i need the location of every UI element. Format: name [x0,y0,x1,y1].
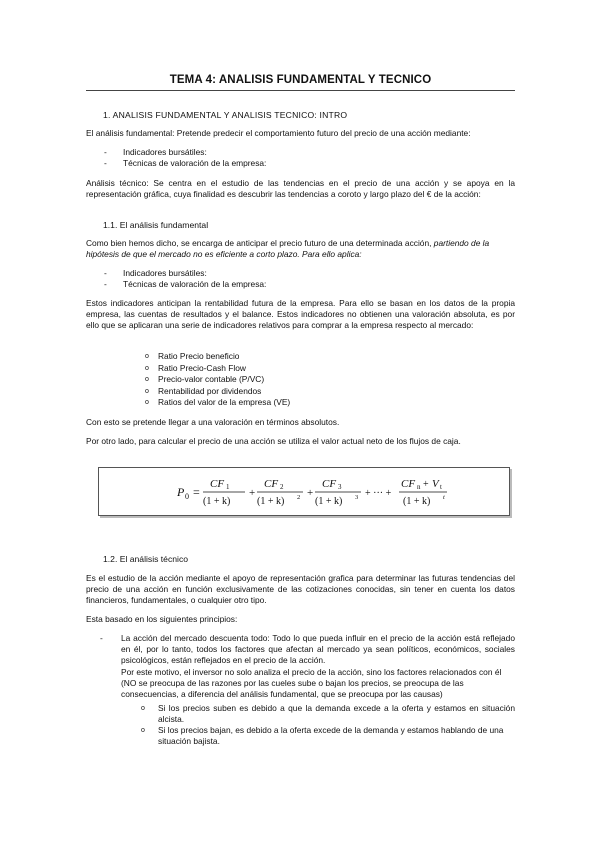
svg-text:CF: CF [401,478,416,490]
section-1-heading: 1. ANALISIS FUNDAMENTAL Y ANALISIS TECNICO: INTRO [103,110,348,120]
svg-text:3: 3 [355,494,359,501]
svg-text:t: t [443,494,445,501]
section-1-1-paragraph-3: Con esto se pretende llegar a una valoración en términos absolutos. [86,417,340,427]
bullet-text: Indicadores bursátiles: [123,268,207,278]
svg-text:3: 3 [338,483,342,491]
section-1-1-heading: 1.1. El análisis fundamental [103,220,209,230]
svg-text:=: = [193,485,200,499]
section-1-1-paragraph-2: Estos indicadores anticipan la rentabilidad futura de la empresa. Para ello se basan en los datos de la propia empresa, las cuentas de resultados y el balance. Estos indicadores no obtienen una valoración absoluta, es por ello que se aplicaran una serie de indicadores relativos para comprar a la empresa respecto al mercado: [86,298,515,331]
svg-text:t: t [440,483,442,491]
principle-continuation: Por este motivo, el inversor no solo analiza el precio de la acción, sino los factores relacionados con él (NO se preocupa de las razones por las cueles sube o bajan los precios, se preocupa de las consecuencias, a diferencia del análisis fundamental, que se preocupa por las causas) [121,666,502,700]
svg-text:2: 2 [297,494,301,501]
svg-text:P: P [177,485,185,499]
svg-text:+: + [307,487,314,499]
svg-text:CF: CF [322,478,337,490]
svg-text:+: + [249,487,256,499]
svg-text:(1 + k): (1 + k) [257,496,285,507]
document-page: TEMA 4: ANALISIS FUNDAMENTAL Y TECNICO 1. ANALISIS FUNDAMENTAL Y ANALISIS TECNICO: INTRO El análisis fundamental: Pretende predecir el comportamiento futuro del precio de una acción mediante: - Indicadores bursátiles: - Técnicas de valoración de la empresa: Análisis técnico: Se centra en el estudio de las tendencias en el precio de una acción y se apoya en la representación gráfica, cuya finalidad es descubrir las tendencias a coroto y largo plazo del € de la acción: 1.1. El análisis fundamental Como bien hemos dicho, se encarga de anticipar el precio futuro de una determinada acción, partiendo de la hipótesis de que el mercado no es eficiente a corto plazo. Para ello aplica: - Indicadores bursátiles: - Técnicas de valoración de la empresa: Estos indicadores anticipan la rentabilidad futura de la empresa. Para ello se basan en los datos de la propia empresa, las cuentas de resultados y el balance. Estos indicadores no obtienen una valoración absoluta, es por ello que se aplicaran una serie de indicadores relativos para comprar a la empresa respecto al mercado: o Ratio Precio beneficio o Ratio Precio-Cash Flow o Precio-valor contable (P/VC) o Rentabilidad por dividendos o Ratios del valor de la empresa (VE) Con esto se pretende llegar a una valoración en términos absolutos. Por otro lado, para calcular el precio de una acción se utiliza el valor actual neto de los flujos de caja. P 0 = CF 1 (1 + k) + CF 2 (1 + k) 2 + CF 3 (1 + k) 3 + ··· + CF n + V t (1 + k) t 1.2. El análisis técnico Es el estudio de la acción mediante el apoyo de representación grafica para determinar las futuras tendencias del precio de una acción en función exclusivamente de las cotizaciones conocidas, sin tener en cuenta los datos financieros, fundamentales, o cualquier otro tipo. Esta basado en los siguientes principios: - La acción del mercado descuenta todo: Todo lo que pueda influir en el precio de la acción está reflejado en él, por lo tanto, todos los factores que afectan al mercado ya sean políticos, económicos, sociales psicológicos, están reflejados en el precio de la acción. Por este motivo, el inversor no solo analiza el precio de la acción, sino los factores relacionados con él (NO se preocupa de las razones por las cueles sube o bajan los precios, se preocupa de las consecuencias, a diferencia del análisis fundamental, que se preocupa por las causas) o Si los precios suben es debido a que la demanda excede a la oferta y estamos en situación alcista. o Si los precios bajan, es debido a la oferta excede de la demanda y estamos hablando de una situación bajista. [86,74,515,747]
section-1-2-paragraph-1: Es el estudio de la acción mediante el apoyo de representación grafica para determinar las futuras tendencias del precio de una acción en función exclusivamente de las cotizaciones conocidas, sin tener en cuenta los datos financieros, fundamentales, o cualquier otro tipo. [86,573,515,606]
svg-text:(1 + k): (1 + k) [203,496,231,507]
svg-text:+ ··· +: + ··· + [365,488,392,499]
bullet-text: Indicadores bursátiles: [123,147,207,157]
section-1-2-paragraph-2: Esta basado en los siguientes principios: [86,614,238,624]
formula-box [98,467,510,516]
section-1-2-heading: 1.2. El análisis técnico [103,554,189,564]
svg-text:(1 + k): (1 + k) [403,496,431,507]
svg-text:CF: CF [210,478,225,490]
principle-text: La acción del mercado descuenta todo: Todo lo que pueda influir en el precio de la acción está reflejado en él, por lo tanto, todos los factores que afectan al mercado ya sean políticos, económicos, sociales psicológicos, están reflejados en el precio de la acción. [121,633,515,666]
svg-text:0: 0 [185,492,189,501]
svg-text:CF: CF [264,478,279,490]
section-1-intro: El análisis fundamental: Pretende predecir el comportamiento futuro del precio de una acción mediante: [86,128,471,138]
section-1-1-paragraph-1 [86,238,515,260]
svg-text:1: 1 [226,483,230,491]
svg-text:2: 2 [280,483,284,491]
plain-text: Como bien hemos dicho, se encarga de anticipar el precio futuro de una determinada acción, [86,238,434,248]
title-underline [86,90,515,91]
bullet-text: Técnicas de valoración de la empresa: [123,158,267,168]
italic-text: partiendo de la hipótesis de que el mercado no es eficiente a corto plazo. Para ello aplica: [86,238,490,260]
svg-text:+: + [423,479,429,490]
svg-text:(1 + k): (1 + k) [315,496,343,507]
svg-text:V: V [432,478,439,490]
bullet-text: Técnicas de valoración de la empresa: [123,279,267,289]
section-1-1-paragraph-4: Por otro lado, para calcular el precio de una acción se utiliza el valor actual neto de los flujos de caja. [86,436,461,446]
svg-text:n: n [417,483,421,491]
document-title: TEMA 4: ANALISIS FUNDAMENTAL Y TECNICO [169,74,432,86]
analisis-tecnico-paragraph: Análisis técnico: Se centra en el estudio de las tendencias en el precio de una acción y se apoya en la representación gráfica, cuya finalidad es descubrir las tendencias a coroto y largo plazo del € de la acción: [86,178,515,200]
valuation-formula [99,468,509,515]
